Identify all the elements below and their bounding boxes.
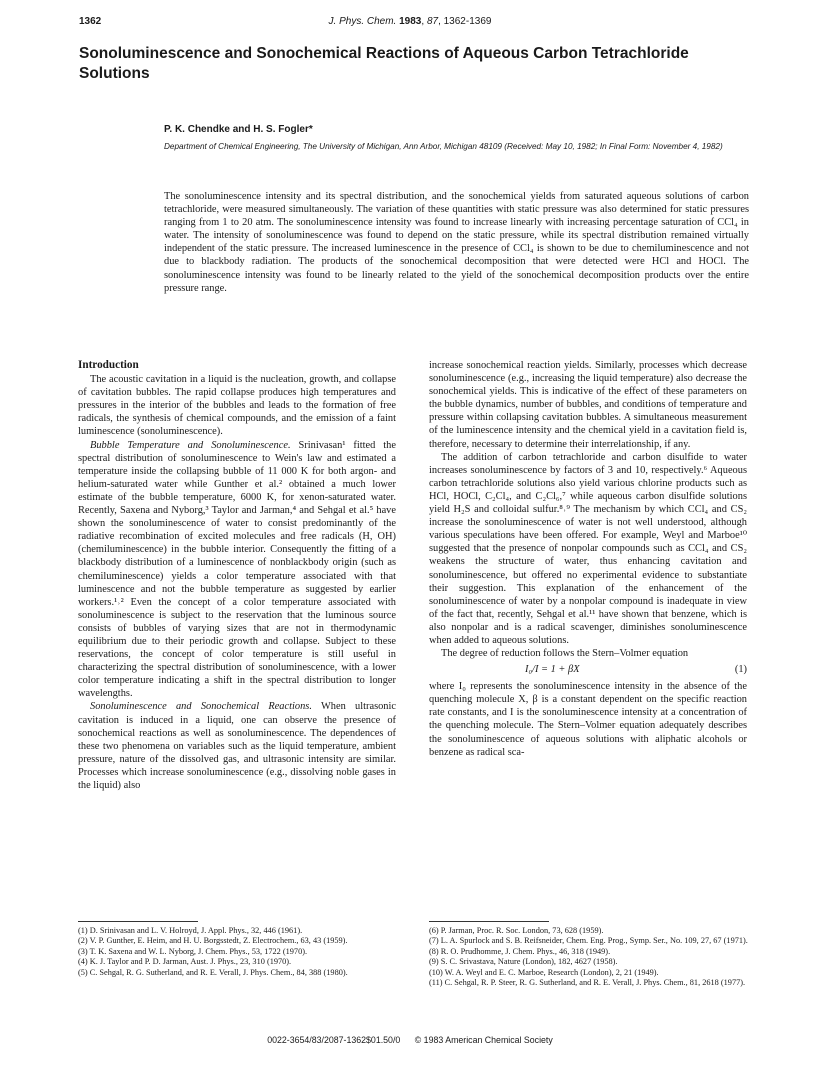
affiliation: Department of Chemical Engineering, The University of Michigan, Ann Arbor, Michigan 48109 (Received: May 10, 1982; In Final Form: November 4, 1982)	[164, 142, 723, 151]
footnotes-right	[429, 926, 749, 988]
journal-volume: 87	[426, 16, 439, 27]
left-column	[78, 359, 396, 792]
page-footer	[0, 1035, 820, 1045]
journal-citation: J. Phys. Chem. 1983, 87, 1362-1369	[328, 16, 492, 27]
section-heading-introduction: Introduction	[78, 359, 139, 371]
footnote: (2) V. P. Gunther, E. Heim, and H. U. Borgsstedt, Z. Electrochem., 63, 43 (1959).	[78, 936, 348, 946]
footnote: (3) T. K. Saxena and W. L. Nyborg, J. Chem. Phys., 53, 1722 (1970).	[78, 946, 308, 956]
footnote: (7) L. A. Spurlock and S. B. Reifsneider, Chem. Eng. Prog., Symp. Ser., No. 109, 27, 67 (1971).	[429, 936, 748, 946]
footnote: (10) W. A. Weyl and E. C. Marboe, Research (London), 2, 21 (1949).	[429, 967, 659, 977]
intro-paragraph-2-text: Srinivasan¹ fitted the spectral distribution of sonoluminescence to Wein's law and estimated a temperature inside the collapsing bubble of 11 000 K for both argon- and helium-saturated water while Gunther et al.² obtained a much lower estimate of the bubble temperature, 6000 K, for xenon-saturated water. Recently, Saxena and Nyborg,³ Taylor and Jarman,⁴ and Sehgal et al.⁵ have shown the sonoluminescence of water to consist predominantly of the radiative recombination of excited molecules and free radicals (H, OH) (chemiluminescence) in the bubble interior. Consequently the fitting of a blackbody distribution of a luminescence of nonblackbody origin (such as chemiluminescence) yields a color temperature associated with that luminescence and not the bubble temperature as suggested by earlier workers.¹˒² Even the concept of a color temperature associated with sonoluminescence is subject to the reservation that the luminous source consists of bubbles of varying sizes that are not in thermodynamic equilibrium due to their periodic growth and collapse. Subject to these reservations, the concept of color temperature is still useful in characterizing the spectral distribution of sonoluminescence, with a lower color temperature indicating a shift in the spectral distribution to longer wavelengths.	[78, 439, 396, 700]
article-title: Sonoluminescence and Sonochemical Reactions of Aqueous Carbon Tetrachloride Solutions	[79, 45, 689, 82]
footnote: (1) D. Srinivasan and L. V. Holroyd, J. Appl. Phys., 32, 446 (1961).	[78, 926, 303, 935]
footnote-rule-right	[429, 921, 549, 922]
equation-1	[429, 663, 747, 677]
abstract: The sonoluminescence intensity and its spectral distribution, and the sonochemical yields from saturated aqueous solutions of carbon tetrachloride, were measured simultaneously. The variation of these quantities with static pressure was also determined for static pressures ranging from 1 to 20 atm. The sonoluminescence intensity was found to increase linearly with increasing percentage saturation of CCl₄ in water. The intensity of sonoluminescence was found to depend on the static pressure, while its spectral distribution remained virtually independent of the static pressure. The increased luminescence in the presence of CCl₄ is shown to be due to chemiluminescence and not due to blackbody radiation. The products of the sonochemical decomposition that were detected were HCl and HOCl. The sonoluminescence intensity was found to be linearly related to the yield of the sonochemical decomposition products over the entire pressure range.	[164, 191, 749, 294]
right-paragraph-4: where I₀ represents the sonoluminescence intensity in the absence of the quenching molecule X, β is a constant dependent on the specific reaction rate constants, and I is the sonoluminescence intensity at a concentration of the quenching molecule. The Stern–Volmer equation adequately describes the sonoluminescence of aqueous solutions with aliphatic alcohols or benzene as radical sca-	[429, 681, 747, 758]
right-paragraph-3: The degree of reduction follows the Stern–Volmer equation	[441, 648, 689, 660]
runin-heading-sonochemical-reactions: Sonoluminescence and Sonochemical Reactions.	[90, 701, 312, 713]
footnote-rule-left	[78, 921, 198, 922]
footnote: (6) P. Jarman, Proc. R. Soc. London, 73, 628 (1959).	[429, 926, 604, 935]
intro-paragraph-3	[78, 700, 396, 792]
footnote: (11) C. Sehgal, R. P. Steer, R. G. Sutherland, and R. E. Verall, J. Phys. Chem., 81, 2618 (1977).	[429, 978, 746, 988]
right-column	[429, 359, 747, 759]
journal-year: 1983	[399, 16, 422, 27]
authors: P. K. Chendke and H. S. Fogler*	[164, 124, 313, 135]
intro-paragraph-3-text: When ultrasonic cavitation is induced in a liquid, one can observe the presence of sonochemical reactions as well as sonoluminescence. The dependences of these two phenomena on variables such as the liquid temperature, ambient pressure, nature of the dissolved gas, and ultrasonic intensity are similar. Processes which increase sonoluminescence (e.g., dissolving noble gases in the liquid) also	[78, 701, 397, 791]
journal-pages: 1362-1369	[443, 16, 492, 27]
intro-paragraph-2	[78, 439, 396, 701]
footnote: (4) K. J. Taylor and P. D. Jarman, Aust. J. Phys., 23, 310 (1970).	[78, 957, 292, 967]
page-number: 1362	[79, 16, 102, 27]
equation-expression: I₀/I = 1 + βX	[525, 664, 580, 676]
journal-name: J. Phys. Chem.	[328, 16, 397, 27]
runin-heading-bubble-temperature: Bubble Temperature and Sonoluminescence.	[90, 439, 291, 451]
footnotes-left	[78, 926, 398, 978]
right-paragraph-2: The addition of carbon tetrachloride and carbon disulfide to water increases sonoluminescence by factors of 3 and 10, respectively.⁶ Aqueous carbon tetrachloride solutions also yield various chlorine products such as HCl, HOCl, C₂Cl₄, and C₂Cl₆,⁷ while aqueous carbon disulfide solutions yield H₂S and colloidal sulfur.⁸˒⁹ The mechanism by which CCl₄ and CS₂ increase the sonoluminescence of water is not well understood, although various speculations have been offered. For example, Weyl and Marboe¹⁰ suggested that the presence of nonpolar compounds such as CCl₄ and CS₂ weakens the structure of water, thus enhancing cavitation and sonoluminescence, but offered no experimental evidence to substantiate their suggestion. This explanation of the enhancement of the sonoluminescence of water by a nonpolar compound is inadequate in view of the fact that, recently, Sehgal et al.¹¹ have shown that benzene, which is also nonpolar and is a radical scavenger, diminishes sonoluminescence when added to aqueous solutions.	[429, 451, 747, 646]
intro-paragraph-1: The acoustic cavitation in a liquid is the nucleation, growth, and collapse of cavitation bubbles. The rapid collapse produces high temperatures and pressures in the interior of the bubbles and leads to the formation of free radicals, the synthesis of chemical compounds, and the emission of a faint luminescence (sonoluminescence).	[78, 374, 396, 438]
running-header	[79, 16, 741, 30]
footnote: (5) C. Sehgal, R. G. Sutherland, and R. E. Verall, J. Phys. Chem., 84, 388 (1980).	[78, 967, 348, 977]
footnote: (9) S. C. Srivastava, Nature (London), 182, 4627 (1958).	[429, 957, 618, 967]
copyright: © 1983 American Chemical Society	[414, 1035, 553, 1045]
right-paragraph-1: increase sonochemical reaction yields. Similarly, processes which decrease sonoluminescence (e.g., increasing the liquid temperature) also decrease the sonochemical yields. This is indicative of the effect of these parameters on the bubble dynamics, number of bubbles, and conditions of temperature and pressure within collapsing cavitation bubbles. A simultaneous measurement of the luminescence intensity and the chemical yield in a cavitation field is, therefore, necessary to determine their interrelationship, if any.	[429, 360, 747, 450]
footnote: (8) R. O. Prudhomme, J. Chem. Phys., 46, 318 (1949).	[429, 946, 611, 956]
article-code: 0022-3654/83/2087-1362$01.50/0	[267, 1035, 401, 1045]
equation-number: (1)	[734, 664, 747, 676]
